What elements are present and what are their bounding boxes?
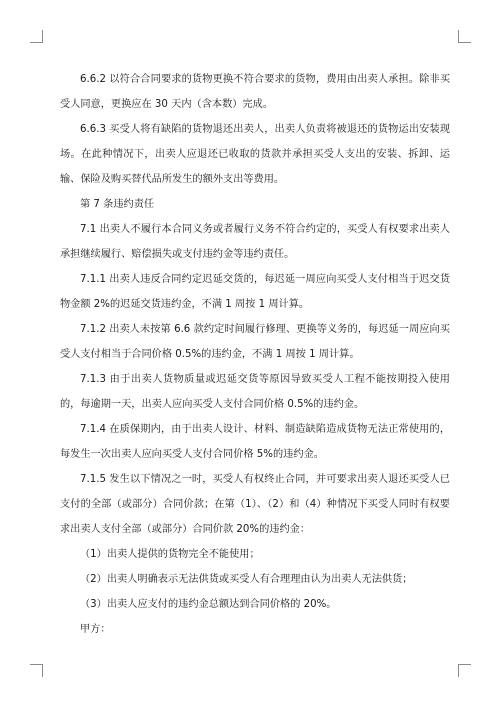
clause-7-1: 7.1 出卖人不履行本合同义务或者履行义务不符合约定的，买受人有权要求出卖人承担继续履行、赔偿损失或支付违约金等违约责任。	[60, 224, 450, 260]
clause-6-6-2: 6.6.2 以符合合同要求的货物更换不符合要求的货物，费用由出卖人承担。除非买受人同意，更换应在 30 天内（含本数）完成。	[60, 74, 450, 110]
clause-7-1-3: 7.1.3 由于出卖人货物质量或迟延交货等原因导致买受人工程不能按期投入使用的，每逾期一天，出卖人应向买受人支付合同价格 0.5%的违约金。	[60, 374, 450, 410]
crop-mark-top-right	[458, 30, 471, 43]
list-item-1: （1）出卖人提供的货物完全不能使用；	[80, 549, 260, 560]
clause-7-1-4: 7.1.4 在质保期内，由于出卖人设计、材料、制造缺陷造成货物无法正常使用的，每发生一次出卖人应向买受人支付合同价格 5%的违约金。	[60, 424, 450, 460]
list-item-2: （2）出卖人明确表示无法供货或买受人有合理理由认为出卖人无法供货；	[80, 574, 413, 585]
crop-mark-bottom-right	[458, 664, 471, 677]
list-item-3: （3）出卖人应支付的违约金总额达到合同价格的 20%。	[80, 599, 337, 610]
clause-7-1-1: 7.1.1 出卖人违反合同约定迟延交货的，每迟延一周应向买受人支付相当于迟交货物金额 2%的迟延交货违约金，不满 1 周按 1 周计算。	[60, 274, 450, 310]
crop-mark-top-left	[30, 30, 43, 43]
crop-mark-bottom-left	[30, 664, 43, 677]
clause-7-1-5: 7.1.5 发生以下情况之一时，买受人有权终止合同，并可要求出卖人退还买受人已支付的全部（或部分）合同价款；在第（1）、（2）和（4）种情况下买受人同时有权要求出卖人支付全部（或部分）合同价款 20%的违约金：	[60, 474, 450, 535]
clause-7-1-2: 7.1.2 出卖人未按第 6.6 款约定时间履行修理、更换等义务的，每迟延一周应向买受人支付相当于合同价格 0.5%的违约金，不满 1 周按 1 周计算。	[60, 324, 450, 360]
party-a-label: 甲方：	[80, 624, 111, 635]
clause-6-6-3: 6.6.3 买受人将有缺陷的货物退还出卖人，出卖人负责将被退还的货物运出安装现场。在此种情况下，出卖人应退还已收取的货款并承担买受人支出的安装、拆卸、运输、保险及购买替代品所发生的额外支出等费用。	[60, 124, 450, 185]
section-heading-article-7: 第 7 条违约责任	[80, 199, 155, 210]
document-body	[60, 67, 450, 642]
